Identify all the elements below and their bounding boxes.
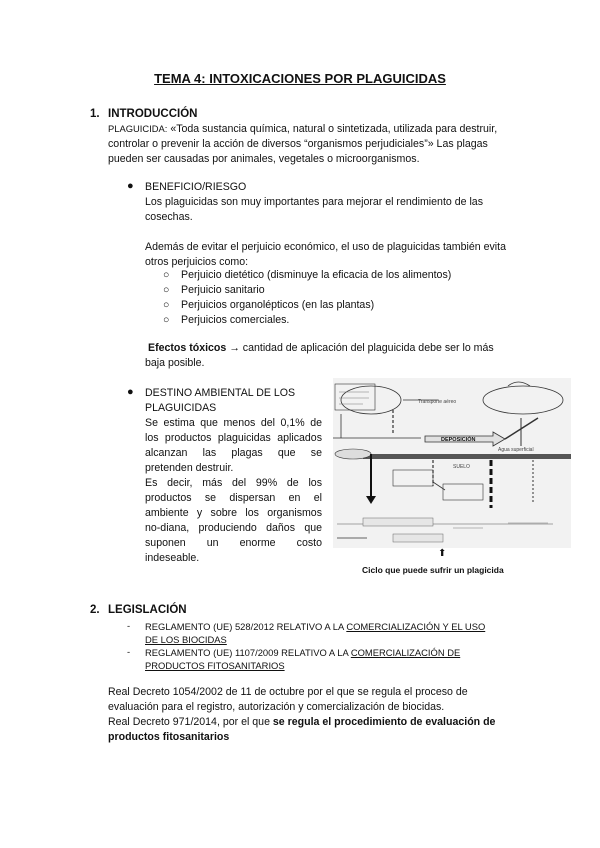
circle-bullet: ○	[163, 314, 170, 326]
rd2-bold-1: se regula el procedimiento de evaluación de	[272, 716, 496, 728]
soil-label: SUELO	[453, 464, 470, 470]
dash-bullet: -	[127, 620, 131, 631]
destino-heading-2: PLAGUICIDAS	[145, 402, 217, 414]
destino-line: suponen un enorme costo	[145, 537, 322, 549]
destino-line: productos se dispersan en el	[145, 492, 322, 504]
pesticide-cycle-diagram	[333, 378, 571, 548]
regulation-1-subject-2: DE LOS BIOCIDAS	[145, 634, 227, 645]
definition-paragraph	[108, 121, 528, 167]
destino-line: no-diana, produciendo daños que	[145, 522, 322, 534]
aerial-transport-label: Transporte aéreo	[418, 399, 457, 405]
dash-bullet: -	[127, 646, 131, 657]
perjuicio-item: Perjuicio sanitario	[181, 284, 265, 296]
definition-term: PLAGUICIDA:	[108, 123, 168, 134]
section-1-heading: INTRODUCCIÓN	[108, 108, 198, 120]
perjuicio-item: Perjuicio dietético (disminuye la eficacia de los alimentos)	[181, 269, 452, 281]
efectos-bold: Efectos tóxicos	[148, 342, 227, 354]
deposition-label: DEPOSICIÓN	[441, 437, 476, 443]
definition-line-2: controlar o prevenir la acción de diversos “organismos perjudiciales”» Las plagas	[108, 138, 488, 150]
real-decreto-2	[108, 715, 538, 745]
rd2-prefix: Real Decreto 971/2014, por el que	[108, 716, 273, 728]
beneficio-p1-line-1: Los plaguicidas son muy importantes para mejorar el rendimiento de las	[145, 196, 483, 208]
beneficio-paragraph-1	[145, 195, 525, 225]
bottom-box	[393, 534, 443, 542]
efectos-paragraph	[145, 341, 535, 371]
bullet-dot: ●	[127, 180, 134, 192]
destino-line: alcanzan las plagas que se	[145, 447, 322, 459]
bullet-dot: ●	[127, 386, 134, 398]
beneficio-p1-line-2: cosechas.	[145, 211, 193, 223]
circle-bullet: ○	[163, 284, 170, 296]
destino-line: los productos plaguicidas aplicados	[145, 432, 322, 444]
ground-bar	[363, 454, 571, 459]
pesticide-cycle-figure	[333, 378, 571, 548]
beneficio-p2-line-2: otros perjuicios como:	[145, 256, 249, 268]
surface-water-label: Agua superficial	[498, 447, 534, 453]
beneficio-heading: BENEFICIO/RIESGO	[145, 181, 247, 193]
regulation-2	[145, 646, 525, 672]
destino-line: Se estima que menos del 0,1% de	[145, 417, 322, 429]
circle-bullet: ○	[163, 269, 170, 281]
destino-heading	[145, 386, 323, 416]
beneficio-paragraph-2	[145, 240, 535, 270]
bottom-box	[363, 518, 433, 526]
rd1-line-1: Real Decreto 1054/2002 de 11 de octubre por el que se regula el proceso de	[108, 686, 468, 698]
definition-line-3: pueden ser causadas por animales, vegetales o microorganismos.	[108, 153, 420, 165]
circle-bullet: ○	[163, 299, 170, 311]
regulation-2-subject: COMERCIALIZACIÓN DE	[350, 647, 461, 658]
destino-line: indeseable.	[145, 552, 200, 564]
destino-paragraph	[145, 416, 322, 566]
destino-line: Es decir, más del 99% de los	[145, 477, 322, 489]
perjuicio-item: Perjuicios organolépticos (en las plantas)	[181, 299, 375, 311]
efectos-line-2: baja posible.	[145, 357, 205, 369]
rd1-line-2: evaluación para el registro, autorización y comercialización de biocidas.	[108, 701, 445, 713]
real-decreto-1	[108, 685, 528, 715]
destino-line: pretenden destruir.	[145, 462, 234, 474]
destino-heading-1: DESTINO AMBIENTAL DE LOS	[145, 387, 296, 399]
section-2-heading: LEGISLACIÓN	[108, 604, 187, 616]
efectos-line-1: → cantidad de aplicación del plaguicida debe ser lo más	[226, 342, 494, 354]
regulation-1-prefix: REGLAMENTO (UE) 528/2012 RELATIVO A LA	[145, 621, 347, 632]
figure-caption: Ciclo que puede sufrir un plagicida	[362, 565, 504, 575]
destino-line: ambiente y sobre los organismos	[145, 507, 322, 519]
beneficio-p2-line-1: Además de evitar el perjuicio económico, el uso de plaguicidas también evita	[145, 241, 506, 253]
section-2-number: 2.	[90, 604, 100, 616]
definition-line-1: «Toda sustancia química, natural o sintetizada, utilizada para destruir,	[167, 123, 498, 135]
perjuicio-item: Perjuicios comerciales.	[181, 314, 290, 326]
page-title: TEMA 4: INTOXICACIONES POR PLAGUICIDAS	[154, 71, 446, 86]
regulation-2-prefix: REGLAMENTO (UE) 1107/2009 RELATIVO A LA	[145, 647, 351, 658]
regulation-2-subject-2: PRODUCTOS FITOSANITARIOS	[145, 660, 285, 671]
up-arrow-icon: ⬆	[438, 548, 447, 559]
rd2-bold-2: productos fitosanitarios	[108, 731, 230, 743]
section-1-number: 1.	[90, 108, 100, 120]
water-ellipse	[335, 449, 371, 459]
regulation-1-subject: COMERCIALIZACIÓN Y EL USO	[346, 621, 486, 632]
regulation-1	[145, 620, 525, 646]
